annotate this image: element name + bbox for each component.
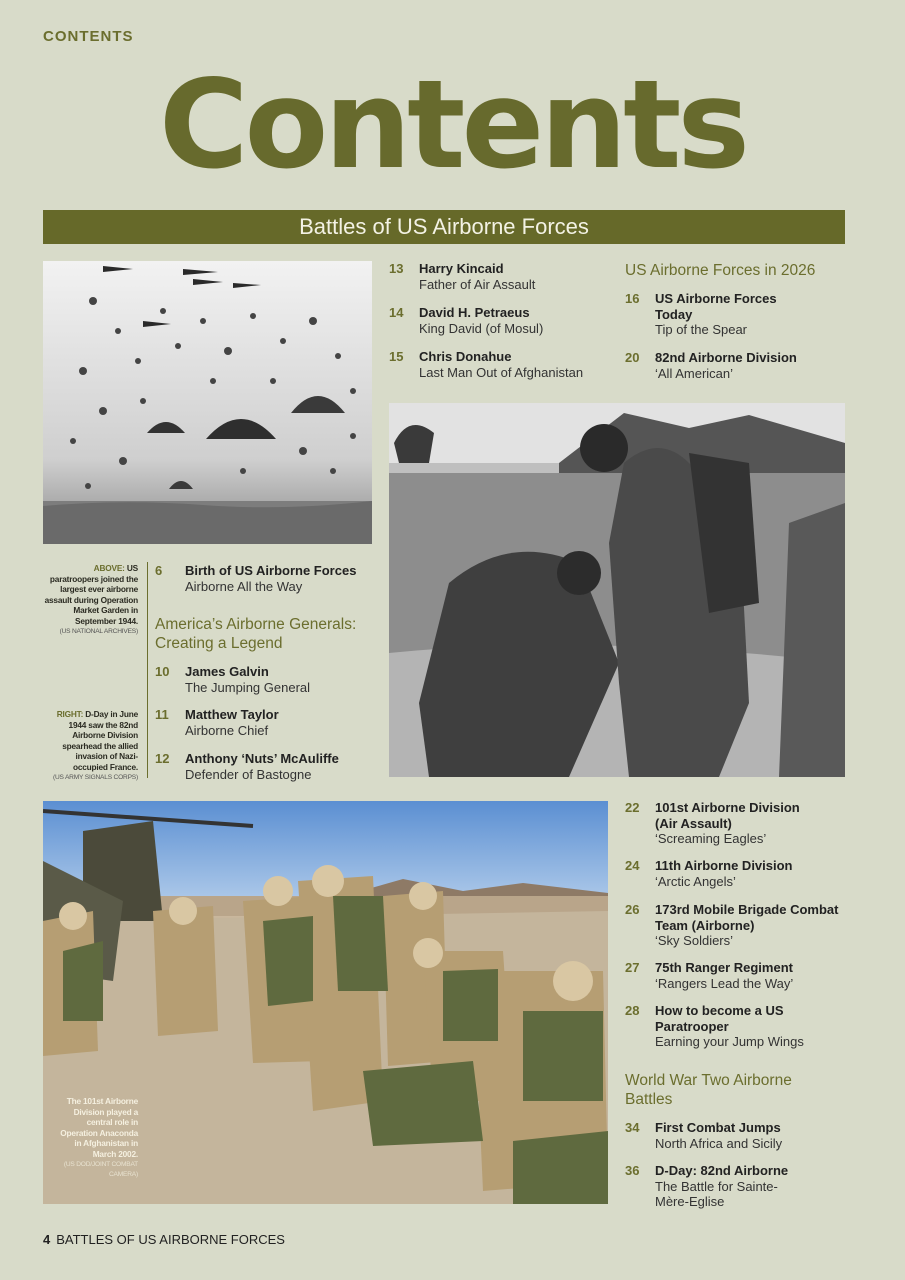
page-number: 4	[43, 1232, 51, 1247]
toc-entry[interactable]: 36 D-Day: 82nd Airborne The Battle for Sainte-Mère-Eglise	[625, 1163, 789, 1209]
section-kicker: CONTENTS	[43, 28, 134, 45]
photo-caption-right: RIGHT: D-Day in June 1944 saw the 82nd Airborne Division spearhead the allied invasion of Nazi-occupied France. (US ARMY SIGNALS CORPS)	[52, 709, 138, 781]
toc-entry[interactable]: 12 Anthony ‘Nuts’ McAuliffe Defender of Bastogne	[155, 751, 339, 782]
toc-entry[interactable]: 6 Birth of US Airborne Forces Airborne All the Way	[155, 563, 357, 594]
section-heading-today: US Airborne Forces in 2026	[625, 262, 816, 279]
toc-entry[interactable]: 26 173rd Mobile Brigade Combat Team (Airborne) ‘Sky Soldiers’	[625, 902, 839, 948]
parachute-drop-photo	[43, 261, 372, 544]
footer-label: BATTLES OF US AIRBORNE FORCES	[56, 1232, 285, 1247]
toc-entry[interactable]: 24 11th Airborne Division ‘Arctic Angels’	[625, 858, 793, 889]
toc-entry[interactable]: 14 David H. Petraeus King David (of Mosul)	[389, 305, 544, 336]
toc-entry[interactable]: 34 First Combat Jumps North Africa and Sicily	[625, 1120, 783, 1151]
toc-entry[interactable]: 20 82nd Airborne Division ‘All American’	[625, 350, 797, 381]
photo-caption-above: ABOVE: US paratroopers joined the largest ever airborne assault during Operation Market Garden in September 1944. (US NATIONAL ARCHIVES)	[44, 563, 138, 635]
section-heading-generals: America’s Airborne Generals: Creating a Legend	[155, 616, 357, 652]
photo-caption-bottom: The 101st Airborne Division played a central role in Operation Anaconda in Afghanistan in March 2002. (US DOD/JOINT COMBAT CAMERA)	[60, 1096, 138, 1179]
toc-entry[interactable]: 16 US Airborne Forces Today Tip of the Spear	[625, 291, 777, 337]
toc-entry[interactable]: 11 Matthew Taylor Airborne Chief	[155, 707, 279, 738]
toc-entry[interactable]: 10 James Galvin The Jumping General	[155, 664, 311, 695]
page-footer	[43, 1232, 285, 1247]
section-heading-ww2: World War Two Airborne Battles	[625, 1072, 792, 1108]
toc-entry[interactable]: 22 101st Airborne Division (Air Assault) ‘Screaming Eagles’	[625, 800, 800, 846]
magazine-banner: Battles of US Airborne Forces	[43, 210, 845, 244]
toc-entry[interactable]: 13 Harry Kincaid Father of Air Assault	[389, 261, 536, 292]
dday-paratroopers-photo	[389, 403, 845, 777]
toc-entry[interactable]: 15 Chris Donahue Last Man Out of Afghanistan	[389, 349, 584, 380]
page-title: Contents	[158, 54, 747, 196]
toc-entry[interactable]: 28 How to become a US Paratrooper Earning your Jump Wings	[625, 1003, 804, 1049]
toc-entry[interactable]: 27 75th Ranger Regiment ‘Rangers Lead the Way’	[625, 960, 794, 991]
caption-divider	[147, 562, 148, 778]
